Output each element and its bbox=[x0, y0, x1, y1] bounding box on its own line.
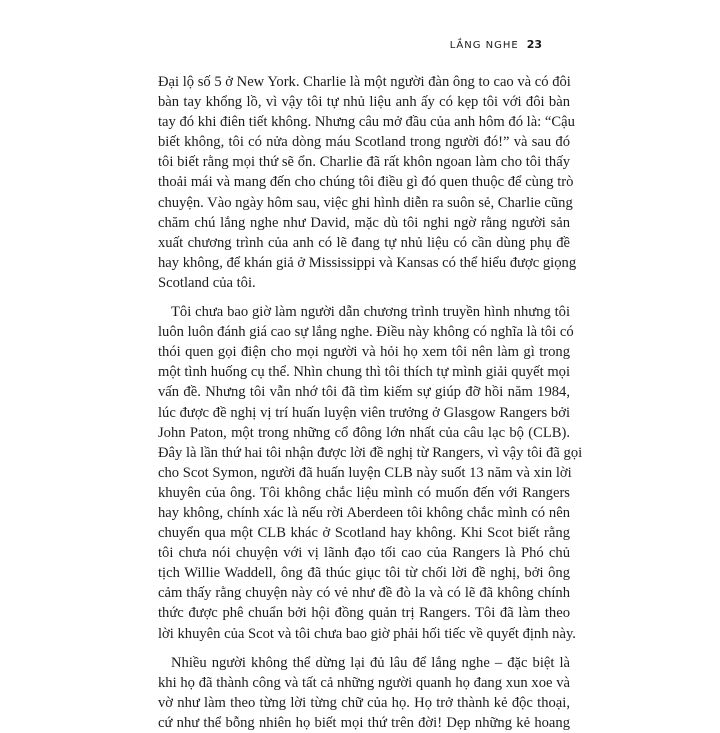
body-text bbox=[158, 72, 583, 733]
text-line: thoải mái và mang đến cho chúng tôi điều gì đó quen thuộc để cùng trò bbox=[158, 174, 574, 191]
text-line: khi họ đã thành công và tất cả những người quanh họ đang xun xoe và bbox=[158, 674, 570, 691]
text-line: một tình huống cụ thể. Nhìn chung thì tôi thích tự mình giải quyết mọi bbox=[158, 364, 571, 381]
paragraph-3 bbox=[158, 653, 570, 733]
text-line: luôn luôn đánh giá cao sự lắng nghe. Điều này không có nghĩa là tôi có bbox=[158, 324, 574, 341]
text-line: khuyên của ông. Tôi không chắc liệu mình có muốn đến với Rangers bbox=[158, 484, 570, 501]
text-line: tịch Willie Waddell, ông đã thúc giục tôi từ chối lời đề nghị, bởi ông bbox=[158, 565, 570, 582]
chapter-title: LẮNG NGHE bbox=[449, 40, 519, 51]
text-line: vấn đề. Nhưng tôi vẫn nhớ tôi đã tìm kiếm sự giúp đỡ hồi năm 1984, bbox=[158, 384, 570, 401]
text-line: tay đó khi điên tiết không. Nhưng câu mở đầu của anh hôm đó là: “Cậu bbox=[158, 114, 575, 131]
text-line: John Paton, một trong những cổ đông lớn nhất của câu lạc bộ (CLB). bbox=[158, 424, 570, 441]
text-line: Scotland của tôi. bbox=[158, 274, 256, 291]
text-line: Đây là lần thứ hai tôi nhận được lời đề nghị từ Rangers, vì vậy tôi đã gọi bbox=[158, 444, 583, 461]
text-line: Nhiều người không thể dừng lại đủ lâu để lắng nghe – đặc biệt là bbox=[171, 654, 570, 671]
text-line: hay không, chính xác là nếu rời Aberdeen tôi không chắc mình có nên bbox=[158, 504, 570, 521]
text-line: lời khuyên của Scot và tôi chưa bao giờ phải hối tiếc về quyết định này. bbox=[158, 625, 576, 642]
text-line: vờ như làm theo từng lời từng chữ của họ. Họ trở thành kẻ độc thoại, bbox=[158, 694, 570, 711]
text-line: cho Scot Symon, người đã huấn luyện CLB này suốt 13 năm và xin lời bbox=[158, 464, 572, 481]
text-line: chuyển qua một CLB khác ở Scotland hay không. Khi Scot biết rằng bbox=[158, 525, 570, 542]
paragraph-2 bbox=[158, 302, 583, 644]
text-line: thói quen gọi điện cho mọi người và hỏi họ xem tôi nên làm gì trong bbox=[158, 344, 570, 361]
text-line: biết không, tôi có nửa dòng máu Scotland trong người đó!” và sau đó bbox=[158, 134, 570, 151]
text-line: tôi chưa nói chuyện với vị lãnh đạo tối cao của Rangers là Phó chủ bbox=[158, 545, 570, 562]
text-line: cảm thấy rằng chuyện này có vẻ như đề đò la và có lẽ đã không chính bbox=[158, 585, 570, 602]
text-line: xuất chương trình của anh có lẽ đang tự nhủ liệu có cần dùng phụ đề bbox=[158, 234, 570, 251]
text-line: bàn tay khổng lồ, vì vậy tôi tự nhủ liệu anh ấy có kẹp tôi với đôi bàn bbox=[158, 94, 570, 111]
text-line: thức được phê chuẩn bởi hội đồng quản trị Rangers. Tôi đã làm theo bbox=[158, 605, 570, 622]
text-line: Đại lộ số 5 ở New York. Charlie là một người đàn ông to cao và có đôi bbox=[158, 74, 571, 90]
text-line: chăm chú lắng nghe như David, mặc dù tôi nghi ngờ rằng người sản bbox=[158, 214, 570, 231]
text-line: chuyện. Vào ngày hôm sau, việc ghi hình diễn ra suôn sẻ, Charlie cũng bbox=[158, 194, 573, 211]
text-line: hay không, để khán giả ở Mississippi và Kansas có thể hiểu được giọng bbox=[158, 254, 577, 271]
text-line: lúc được đề nghị vị trí huấn luyện viên trưởng ở Glasgow Rangers bởi bbox=[158, 404, 570, 421]
text-line: tôi biết rằng mọi thứ sẽ ổn. Charlie đã rất khôn ngoan làm cho tôi thấy bbox=[158, 154, 570, 171]
paragraph-1 bbox=[158, 72, 577, 293]
text-line: cứ như thể bỗng nhiên họ biết mọi thứ trên đời! Dẹp những kẻ hoang bbox=[158, 714, 570, 731]
text-line: Tôi chưa bao giờ làm người dẫn chương trình truyền hình nhưng tôi bbox=[171, 304, 570, 321]
running-header bbox=[450, 38, 542, 51]
page-number: 23 bbox=[526, 38, 542, 51]
